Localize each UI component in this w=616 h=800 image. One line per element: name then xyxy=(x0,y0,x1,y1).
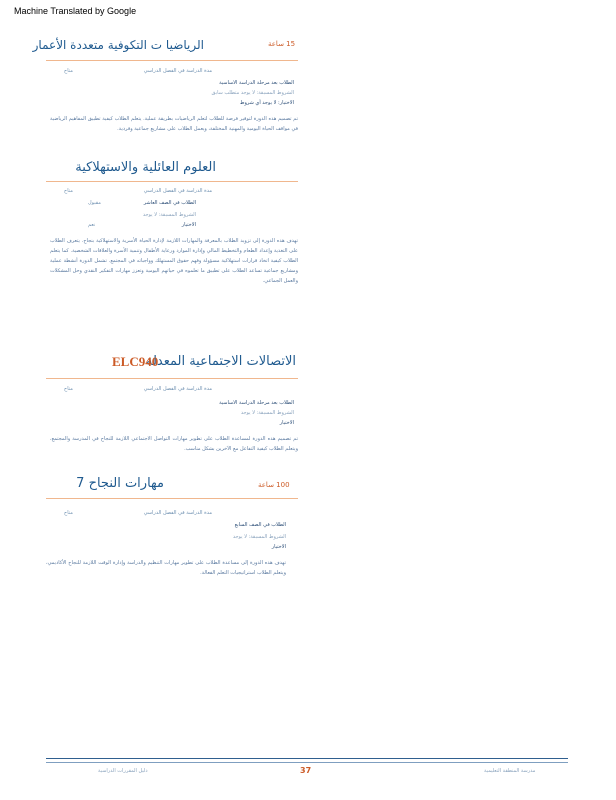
duration-label: مدة الدراسة في الفصل الدراسي xyxy=(143,68,212,74)
info-value: مقبول xyxy=(88,200,101,206)
section-title: مهارات النجاح 7 xyxy=(76,476,164,491)
section-description: تهدف هذه الدورة إلى مساعدة الطلاب على تطوير مهارات التنظيم والدراسة وإدارة الوقت اللازمة للنجاح الأكاديمي، ويتعلم الطلاب استراتيجيات التعلم الفعالة. xyxy=(46,560,286,576)
info-line: الشروط المسبقة: لا يوجد متطلب سابق xyxy=(211,90,294,96)
info-line: الطلاب بعد مرحلة الدراسة الاساسية xyxy=(219,400,294,406)
section-divider xyxy=(46,60,298,61)
info-line: الشروط المسبقة: لا يوجد xyxy=(142,212,196,218)
section-title: العلوم العائلية والاستهلاكية xyxy=(75,160,216,175)
hours-badge: 100 ساعة xyxy=(258,481,290,489)
section-description: تم تصميم هذه الدورة لتوفير فرصة للطلاب لتعلم الرياضيات بطريقة عملية. يتعلم الطلاب كيفية تطبيق المفاهيم الرياضية في مواقف الحياة اليومية والمهنية المختلفة، ويعمل الطلاب على مشاريع جماعية وفردية. xyxy=(50,116,298,132)
section-divider xyxy=(46,181,298,182)
section-description: تهدف هذه الدورة إلى تزويد الطلاب بالمعرفة والمهارات اللازمة لإدارة الحياة الأسرية والاستهلاكية بنجاح. يتعرف الطلاب على التغذية وإعداد الطعام والتخطيط المالي وإدارة الموارد ورعاية الأطفال وتنمية الأسرة والعلاقات الشخصية. كما يتعلم الطلاب كيفية اتخاذ قرارات استهلاكية مسؤولة وفهم حقوق المستهلك وواجباته في المجتمع. تشمل الدورة أنشطة عملية ومشاريع جماعية تساعد الطلاب على تطبيق ما تعلموه في حياتهم اليومية وتعزز مهارات التفكير النقدي وحل المشكلات والعمل الجماعي. xyxy=(50,238,298,284)
footer-right-text: مدرسة المنطقة التعليمية xyxy=(484,768,536,774)
duration-label: مدة الدراسة في الفصل الدراسي xyxy=(143,386,212,392)
info-line: الاختيار xyxy=(271,544,286,550)
section-divider xyxy=(46,498,298,499)
info-line: الشروط المسبقة: لا يوجد xyxy=(240,410,294,416)
section-title: الاتصالات الاجتماعية المعدلة xyxy=(145,354,296,369)
availability-label: متاح xyxy=(64,510,73,516)
duration-label: مدة الدراسة في الفصل الدراسي xyxy=(143,188,212,194)
info-line: الاختيار xyxy=(181,222,196,228)
page-number: 37 xyxy=(300,766,312,775)
section-description: تم تصميم هذه الدورة لمساعدة الطلاب على تطوير مهارات التواصل الاجتماعي اللازمة للنجاح في المدرسة والمجتمع، ويتعلم الطلاب كيفية التفاعل مع الآخرين بشكل مناسب. xyxy=(50,436,298,452)
duration-label: مدة الدراسة في الفصل الدراسي xyxy=(143,510,212,516)
availability-label: متاح xyxy=(64,386,73,392)
info-line: الشروط المسبقة: لا يوجد xyxy=(232,534,286,540)
info-line: الاختيار: لا يوجد أي شروط xyxy=(239,100,294,106)
footer-rule xyxy=(46,758,568,759)
availability-label: متاح xyxy=(64,188,73,194)
info-line: الاختيار xyxy=(279,420,294,426)
hours-badge: 15 ساعة xyxy=(268,40,296,48)
footer-left-text: دليل المقررات الدراسية xyxy=(98,768,148,774)
machine-translated-label: Machine Translated by Google xyxy=(14,6,137,16)
info-line: الطلاب في الصف العاشر xyxy=(143,200,196,206)
info-line: الطلاب بعد مرحلة الدراسة الاساسية xyxy=(219,80,294,86)
info-line: الطلاب في الصف السابع xyxy=(234,522,286,528)
availability-label: متاح xyxy=(64,68,73,74)
course-code: ELC940 xyxy=(112,354,159,369)
section-title: الرياضيا ت التكوفية متعددة الأعمار xyxy=(32,38,204,52)
section-divider xyxy=(46,378,298,379)
info-value: نعم xyxy=(88,222,96,228)
footer-rule xyxy=(46,762,568,763)
